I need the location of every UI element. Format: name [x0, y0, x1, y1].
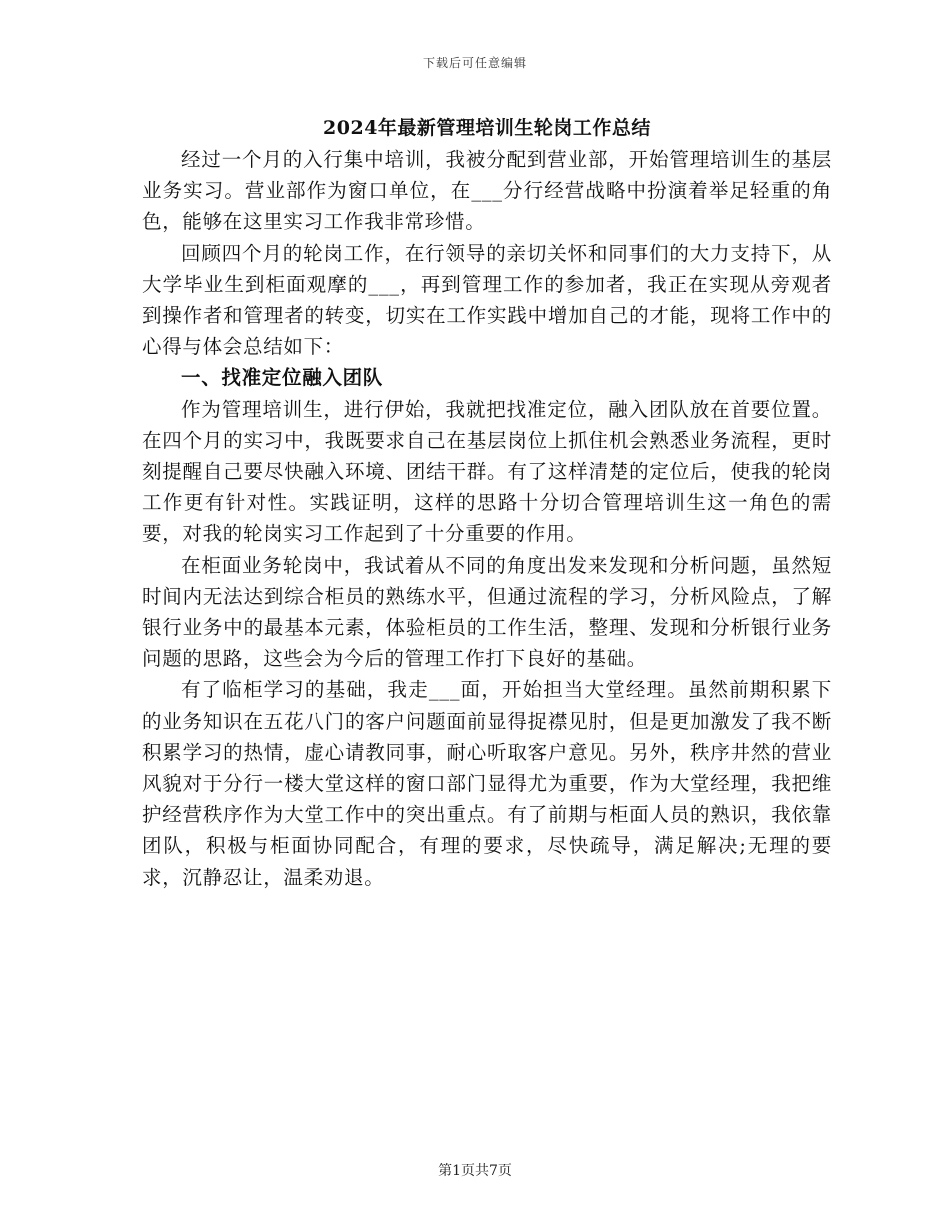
- document-title: 2024年最新管理培训生轮岗工作总结: [323, 117, 651, 139]
- header-note: 下载后可任意编辑: [422, 56, 527, 70]
- paragraph: 有了临柜学习的基础，我走___面，开始担当大堂经理。虽然前期积累下的业务知识在五花八门的客户问题面前显得捉襟见肘，但是更加激发了我不断积累学习的热情，虚心请教同事，耐心听取客户意见。另外，秩序井然的营业风貌对于分行一楼大堂这样的窗口部门显得尤为重要，作为大堂经理，我把维护经营秩序作为大堂工作中的突出重点。有了前期与柜面人员的熟识，我依靠团队，积极与柜面协同配合，有理的要求，尽快疏导，满足解决;无理的要求，沉静忍让，温柔劝退。: [142, 678, 832, 889]
- page-indicator: 第1页共7页: [438, 1163, 512, 1179]
- paragraph: 作为管理培训生，进行伊始，我就把找准定位，融入团队放在首要位置。在四个月的实习中，我既要求自己在基层岗位上抓住机会熟悉业务流程，更时刻提醒自己要尽快融入环境、团结干群。有了这样清楚的定位后，使我的轮岗工作更有针对性。实践证明，这样的思路十分切合管理培训生这一角色的需要，对我的轮岗实习工作起到了十分重要的作用。: [142, 397, 832, 546]
- paragraph: 回顾四个月的轮岗工作，在行领导的亲切关怀和同事们的大力支持下，从大学毕业生到柜面观摩的___，再到管理工作的参加者，我正在实现从旁观者到操作者和管理者的转变，切实在工作实践中增加自己的才能，现将工作中的心得与体会总结如下：: [142, 241, 832, 359]
- section-heading: 一、找准定位融入团队: [181, 366, 384, 390]
- paragraph: 经过一个月的入行集中培训，我被分配到营业部，开始管理培训生的基层业务实习。营业部作为窗口单位，在___分行经营战略中扮演着举足轻重的角色，能够在这里实习工作我非常珍惜。: [142, 148, 832, 234]
- paragraph: 在柜面业务轮岗中，我试着从不同的角度出发来发现和分析问题，虽然短时间内无法达到综合柜员的熟练水平，但通过流程的学习，分析风险点，了解银行业务中的最基本元素，体验柜员的工作生活，整理、发现和分析银行业务问题的思路，这些会为今后的管理工作打下良好的基础。: [142, 553, 832, 671]
- document-body: [142, 112, 832, 893]
